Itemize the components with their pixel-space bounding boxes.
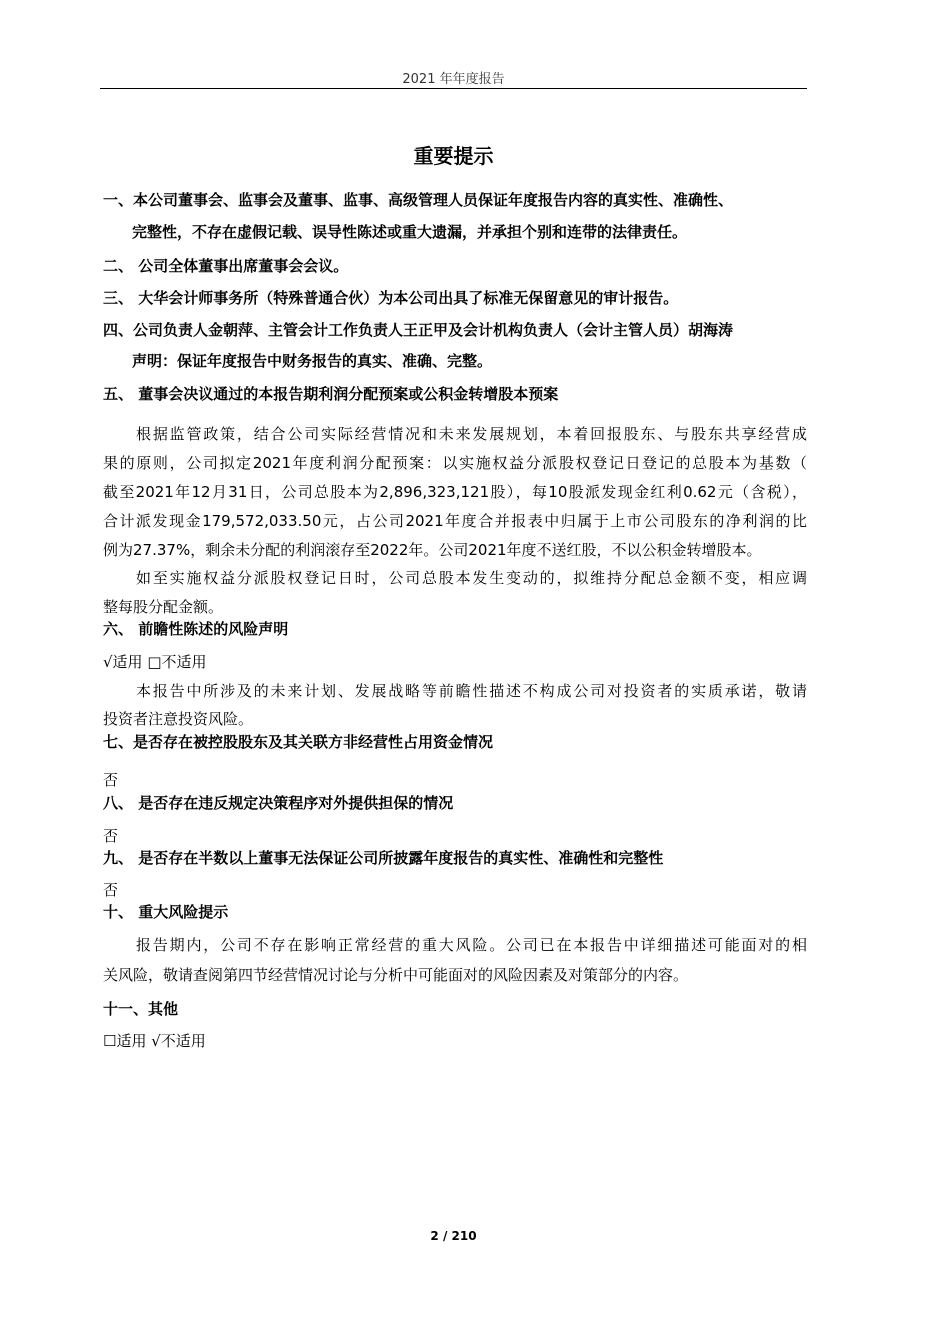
page-title: 重要提示 <box>413 144 494 168</box>
s1-line2: 完整性，不存在虚假记载、误导性陈述或重大遗漏，并承担个别和连带的法律责任。 <box>132 223 688 241</box>
s9-heading: 九、 是否存在半数以上董事无法保证公司所披露年度报告的真实性、准确性和完整性 <box>103 849 664 867</box>
s4-line2: 声明：保证年度报告中财务报告的真实、准确、完整。 <box>132 352 493 370</box>
s6-heading: 六、 前瞻性陈述的风险声明 <box>103 620 289 638</box>
s10-heading: 十、 重大风险提示 <box>103 903 229 921</box>
s10-p1-line: 报告期内，公司不存在影响正常经营的重大风险。公司已在本报告中详细描述可能面对的相 <box>136 936 807 954</box>
s6-p1-line: 本报告中所涉及的未来计划、发展战略等前瞻性描述不构成公司对投资者的实质承诺，敬请 <box>136 682 807 700</box>
s4-line1: 四、公司负责人金朝萍、主管会计工作负责人王正甲及会计机构负责人（会计主管人员）胡海涛 <box>103 321 734 339</box>
s7-heading: 七、是否存在被控股股东及其关联方非经营性占用资金情况 <box>103 733 494 751</box>
s2-line1: 二、 公司全体董事出席董事会会议。 <box>103 257 349 275</box>
s5-p1-line: 合计派发现金179,572,033.50元，占公司2021年度合并报表中归属于上市公司股东的净利润的比 <box>103 512 807 530</box>
s5-p1-line: 截至2021年12月31日，公司总股本为2,896,323,121股），每10股派发现金红利0.62元（含税）， <box>103 483 807 501</box>
s9-answer: 否 <box>103 881 119 899</box>
s8-answer: 否 <box>103 827 119 845</box>
running-header: 2021 年年度报告 <box>402 72 505 87</box>
header-rule <box>100 88 807 89</box>
s11-heading: 十一、其他 <box>103 1000 179 1018</box>
s5-p2-line: 如至实施权益分派股权登记日时，公司总股本发生变动的，拟维持分配总金额不变，相应调 <box>136 569 807 587</box>
s1-line1: 一、本公司董事会、监事会及董事、监事、高级管理人员保证年度报告内容的真实性、准确性、 <box>103 191 734 209</box>
s5-heading: 五、 董事会决议通过的本报告期利润分配预案或公积金转增股本预案 <box>103 385 559 403</box>
s6-option-checkbox: √适用 □不适用 <box>103 653 207 671</box>
s3-line1: 三、 大华会计师事务所（特殊普通合伙）为本公司出具了标准无保留意见的审计报告。 <box>103 289 679 307</box>
s5-p1-line: 果的原则，公司拟定2021年度利润分配预案：以实施权益分派股权登记日登记的总股本为基数（ <box>103 454 807 472</box>
s5-p2-line: 整每股分配金额。 <box>103 598 224 616</box>
s5-p1-line: 例为27.37%，剩余未分配的利润滚存至2022年。公司2021年度不送红股，不以公积金转增股本。 <box>103 541 762 559</box>
page-number: 2 / 210 <box>430 1229 477 1243</box>
s6-p1-line: 投资者注意投资风险。 <box>103 710 254 728</box>
s10-p1-line: 关风险，敬请查阅第四节经营情况讨论与分析中可能面对的风险因素及对策部分的内容。 <box>103 966 689 984</box>
s5-p1-line: 根据监管政策，结合公司实际经营情况和未来发展规划，本着回报股东、与股东共享经营成 <box>136 425 807 443</box>
s11-option-checkbox: ☐适用 √不适用 <box>103 1032 206 1050</box>
s7-answer: 否 <box>103 771 119 789</box>
s8-heading: 八、 是否存在违反规定决策程序对外提供担保的情况 <box>103 794 454 812</box>
